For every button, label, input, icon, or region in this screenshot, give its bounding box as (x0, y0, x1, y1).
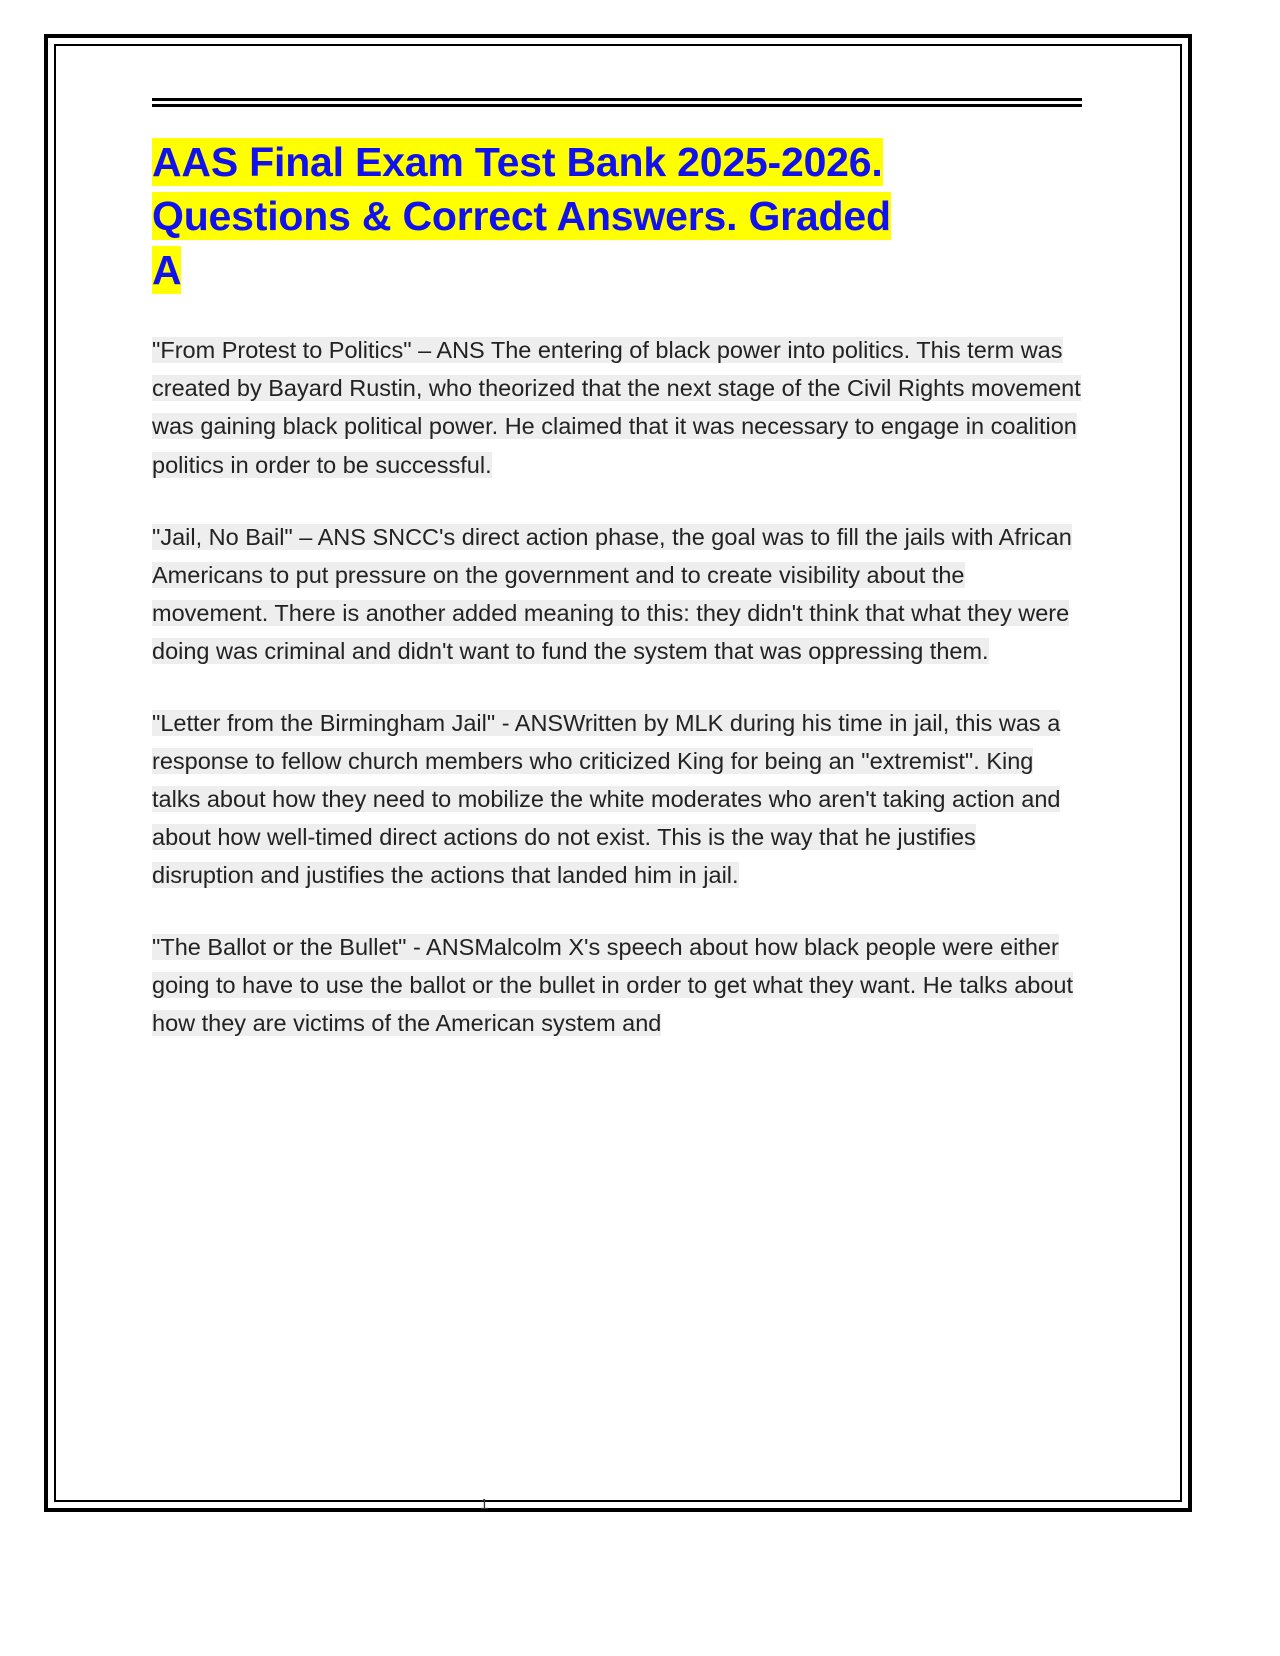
page-number: 1 (480, 1496, 489, 1513)
document-page-inner-border (54, 44, 1182, 1513)
paragraph-text: "The Ballot or the Bullet" - ANSMalcolm X's speech about how black people were either going to have to use the ballot or the bullet in order to get what they want. He talks about how they are victims of the American system and (152, 934, 1073, 1037)
page-title-line-3: A (152, 247, 182, 294)
document-body (152, 331, 1082, 1042)
paragraph-text: "Letter from the Birmingham Jail" - ANSWritten by MLK during his time in jail, this was a response to fellow church members who criticized King for being an "extremist". King talks about how they need to mobilize the white moderates who aren't taking action and about how well-timed direct actions do not exist. This is the way that he justifies disruption and justifies the actions that landed him in jail. (152, 709, 1061, 889)
title-rule-divider (152, 98, 1082, 107)
document-content (152, 98, 1082, 1513)
paragraph-text: "Jail, No Bail" – ANS SNCC's direct action phase, the goal was to fill the jails with African Americans to put pressure on the government and to create visibility about the movement. There is another added meaning to this: they didn't think that what they were doing was criminal and didn't want to fund the system that was oppressing them. (152, 523, 1072, 664)
page-title-line-2: Questions & Correct Answers. Graded (152, 193, 891, 240)
page-title (152, 135, 1082, 297)
paragraph-text: "From Protest to Politics" – ANS The entering of black power into politics. This term was created by Bayard Rustin, who theorized that the next stage of the Civil Rights movement was gaining black political power. He claimed that it was necessary to engage in coalition politics in order to be successful. (152, 337, 1081, 478)
paragraph (152, 928, 1082, 1042)
page-title-line-1: AAS Final Exam Test Bank 2025-2026. (152, 139, 883, 185)
document-page-border (44, 34, 1192, 1512)
paragraph (152, 704, 1082, 894)
paragraph (152, 518, 1082, 670)
paragraph (152, 331, 1082, 483)
